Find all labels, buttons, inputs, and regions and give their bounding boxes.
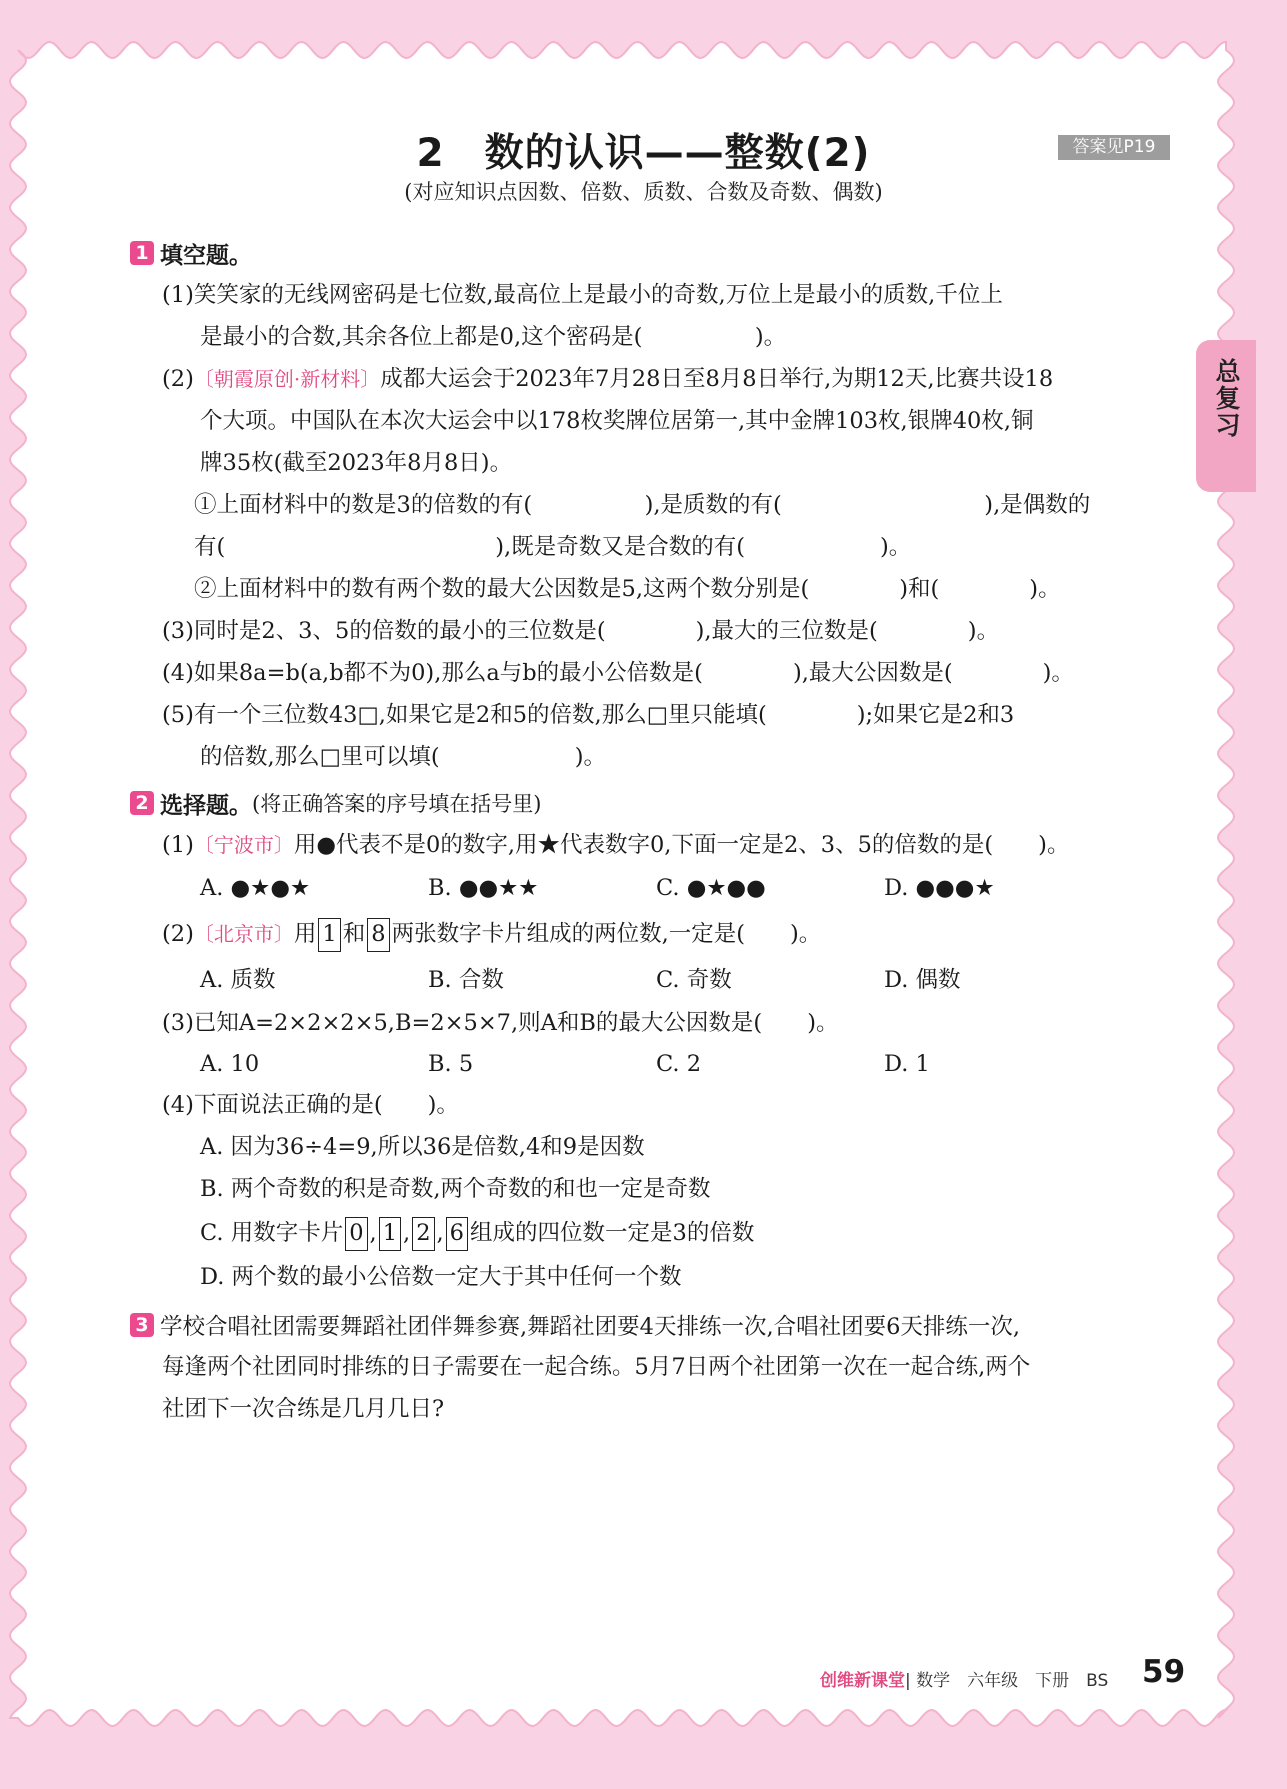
section-1-number: 1 [130,241,154,265]
s2-q2-options [130,958,1180,1002]
section-2-note: (将正确答案的序号填在括号里) [252,792,542,816]
section-2-label: 选择题。 [160,792,252,819]
section-3-header [130,1304,1180,1346]
s2-q4-c-sep: , [436,1220,444,1246]
s2-q2-option-a[interactable]: A. 质数 [200,967,276,993]
s2-q4-card-1: 1 [379,1217,401,1251]
s2-q2-pre: 用 [293,921,317,947]
s2-q4-option-c[interactable] [130,1210,1180,1256]
s2-q4-option-a[interactable]: A. 因为36÷4=9,所以36是倍数,4和9是因数 [200,1134,645,1160]
s2-q4-option-d[interactable]: D. 两个数的最小公倍数一定大于其中任何一个数 [200,1264,682,1290]
s1-q2-sub2: ②上面材料中的数有两个数的最大公因数是5,这两个数分别是( )和( )。 [194,576,1061,602]
s2-q2-source-tag: 〔北京市〕 [193,922,294,946]
section-3-line3: 社团下一次合练是几月几日? [162,1396,445,1422]
section-3-line2: 每逢两个社团同时排练的日子需要在一起合练。5月7日两个社团第一次在一起合练,两个 [162,1354,1031,1380]
answer-reference-badge: 答案见P19 [1058,135,1170,160]
page-title: 2 数的认识——整数(2) [416,131,871,176]
s2-q4-c-pre: C. 用数字卡片 [200,1220,344,1246]
s2-q1-options [130,866,1180,910]
section-3-line1: 学校合唱社团需要舞蹈社团伴舞参赛,舞蹈社团要4天排练一次,合唱社团要6天排练一次, [160,1314,1021,1340]
s2-q2-option-c[interactable]: C. 奇数 [656,967,732,993]
section-1-label: 填空题。 [160,242,252,269]
s2-q1-option-c[interactable]: C. ●★●● [656,875,766,901]
s2-q3-option-d[interactable]: D. 1 [884,1051,930,1077]
s1-q2-prefix: (2) [162,366,194,392]
s2-q1 [130,824,1180,866]
s2-q4-c-post: 组成的四位数一定是3的倍数 [470,1220,755,1246]
s2-q3-option-c[interactable]: C. 2 [656,1051,702,1077]
s1-q2-text: 成都大运会于2023年7月28日至8月8日举行,为期12天,比赛共设18 [380,366,1054,392]
s2-q4-card-0: 0 [345,1217,367,1251]
side-tab-review[interactable] [1196,340,1256,492]
s2-q2-option-d[interactable]: D. 偶数 [884,967,961,993]
s1-q2-line3: 牌35枚(截至2023年8月8日)。 [200,450,513,476]
s2-q2-mid: 和 [342,921,366,947]
s2-q4-c-sep: , [403,1220,411,1246]
section-2-number: 2 [130,791,154,815]
s2-q1-text: 用●代表不是0的数字,用★代表数字0,下面一定是2、3、5的倍数的是( )。 [293,832,1070,858]
s2-q2-post: 两张数字卡片组成的两位数,一定是( )。 [391,921,822,947]
s1-q2-sub1-line1: ①上面材料中的数是3的倍数的有( ),是质数的有( ),是偶数的 [194,492,1091,518]
s2-q2-card-2: 8 [367,918,389,952]
s2-q3: (3)已知A=2×2×2×5,B=2×5×7,则A和B的最大公因数是( )。 [162,1010,839,1036]
s2-q4-card-2: 2 [412,1217,434,1251]
s1-q5-line2: 的倍数,那么□里可以填( )。 [200,744,606,770]
footer-book-info: | 数学 六年级 下册 BS [905,1671,1109,1691]
s2-q2-prefix: (2) [162,921,194,947]
s1-q5-line1: (5)有一个三位数43□,如果它是2和5的倍数,那么□里只能填( );如果它是2和3 [162,702,1015,728]
page-number: 59 [1142,1654,1186,1690]
footer-brand: 创维新课堂 [820,1671,905,1691]
s2-q3-option-b[interactable]: B. 5 [428,1051,474,1077]
s1-q3: (3)同时是2、3、5的倍数的最小的三位数是( ),最大的三位数是( )。 [162,618,1000,644]
s1-q2-line2: 个大项。中国队在本次大运会中以178枚奖牌位居第一,其中金牌103枚,银牌40枚,铜 [200,408,1034,434]
s1-q2-source-tag: 〔朝霞原创·新材料〕 [193,367,381,391]
s2-q4-card-6: 6 [446,1217,468,1251]
exercise-content [130,232,1180,1430]
s1-q2-sub1-line2: 有( ),既是奇数又是合数的有( )。 [194,534,912,560]
side-tab-label: 总复习 [1212,358,1241,439]
s1-q1-line2: 是最小的合数,其余各位上都是0,这个密码是( )。 [200,324,787,350]
s2-q3-option-a[interactable]: A. 10 [200,1051,260,1077]
s2-q2-card-1: 1 [318,918,340,952]
s2-q1-option-d[interactable]: D. ●●●★ [884,875,995,901]
section-1-header [130,232,1180,274]
section-3-number: 3 [130,1313,154,1337]
s2-q1-prefix: (1) [162,832,194,858]
s1-q1-line1: (1)笑笑家的无线网密码是七位数,最高位上是最小的奇数,万位上是最小的质数,千位上 [162,282,1003,308]
s1-q2-line1 [130,358,1180,400]
section-2-header [130,782,1180,824]
s2-q1-option-b[interactable]: B. ●●★★ [428,875,539,901]
page-subtitle: (对应知识点因数、倍数、质数、合数及奇数、偶数) [404,180,883,204]
s2-q1-source-tag: 〔宁波市〕 [193,833,294,857]
s2-q3-options [130,1044,1180,1084]
s1-q4: (4)如果8a=b(a,b都不为0),那么a与b的最小公倍数是( ),最大公因数是( )。 [162,660,1074,686]
s2-q2-option-b[interactable]: B. 合数 [428,967,504,993]
s2-q4-option-b[interactable]: B. 两个奇数的积是奇数,两个奇数的和也一定是奇数 [200,1176,711,1202]
s2-q4-c-sep: , [369,1220,377,1246]
s2-q4: (4)下面说法正确的是( )。 [162,1092,459,1118]
s2-q1-option-a[interactable]: A. ●★●★ [200,875,311,901]
s2-q2 [130,910,1180,958]
footer-series [820,1666,1108,1691]
